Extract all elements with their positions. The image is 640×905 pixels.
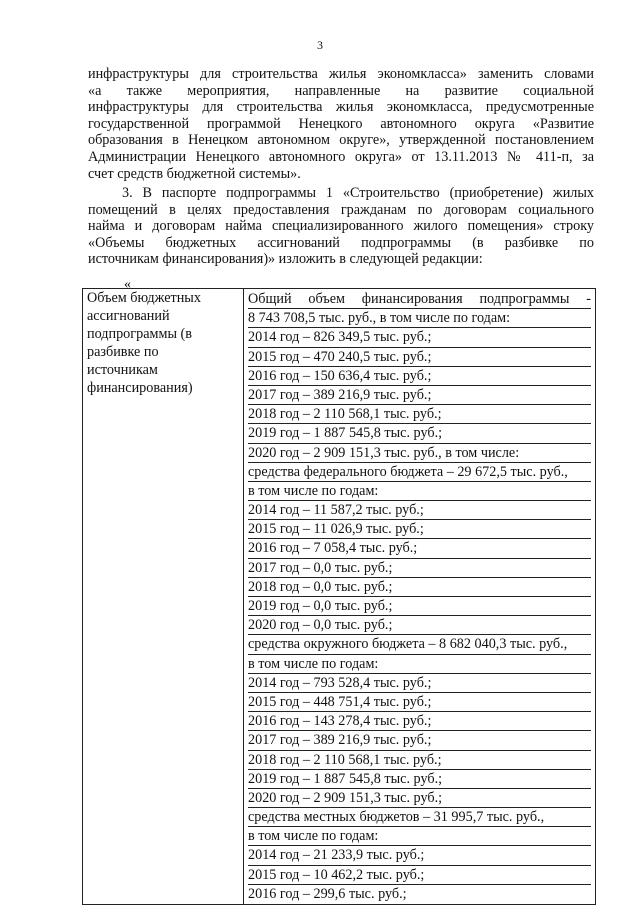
row-label-line: источникам	[87, 361, 158, 378]
funding-line: 2019 год – 1 887 545,8 тыс. руб.;	[248, 424, 591, 443]
row-label-line: подпрограммы (в	[87, 325, 192, 342]
funding-line: 2020 год – 0,0 тыс. руб.;	[248, 616, 591, 635]
funding-line: Общий объем финансирования подпрограммы -	[248, 290, 591, 309]
opening-quote-mark: «	[124, 277, 131, 292]
funding-line: 2019 год – 0,0 тыс. руб.;	[248, 597, 591, 616]
funding-line: 2016 год – 150 636,4 тыс. руб.;	[248, 367, 591, 386]
funding-line: средства местных бюджетов – 31 995,7 тыс. руб.,	[248, 808, 591, 827]
paragraph-line: государственной программой Ненецкого автономного округа «Развитие	[88, 115, 594, 132]
paragraph-line: «Объемы бюджетных ассигнований подпрограммы (в разбивке по	[88, 234, 594, 251]
funding-line: в том числе по годам:	[248, 655, 591, 674]
funding-line: 2016 год – 299,6 тыс. руб.;	[248, 885, 407, 902]
funding-line: 2018 год – 2 110 568,1 тыс. руб.;	[248, 405, 591, 424]
funding-line: 2014 год – 826 349,5 тыс. руб.;	[248, 328, 591, 347]
paragraph-line: инфраструктуры для строительства жилья экономкласса» заменить словами	[88, 66, 594, 82]
row-label-line: разбивке по	[87, 343, 159, 360]
funding-line: 2015 год – 10 462,2 тыс. руб.;	[248, 866, 591, 885]
table-row	[83, 289, 596, 905]
funding-line: 2015 год – 470 240,5 тыс. руб.;	[248, 348, 591, 367]
paragraph-line: образования в Ненецком автономном округе», утвержденной постановлением	[88, 132, 594, 149]
funding-line: 2016 год – 143 278,4 тыс. руб.;	[248, 712, 591, 731]
paragraph-line: источникам финансирования)» изложить в следующей редакции:	[88, 251, 483, 268]
funding-line: 2017 год – 0,0 тыс. руб.;	[248, 559, 591, 578]
row-label-line: ассигнований	[87, 307, 170, 324]
funding-line: 2018 год – 2 110 568,1 тыс. руб.;	[248, 751, 591, 770]
paragraph-line: Администрации Ненецкого автономного округа» от 13.11.2013 № 411-п, за	[88, 148, 594, 165]
paragraph-line: найма и договорам найма специализированного жилого помещения» строку	[88, 218, 594, 235]
paragraph-line: «а также мероприятия, направленные на развитие социальной	[88, 82, 594, 99]
funding-line: 2015 год – 448 751,4 тыс. руб.;	[248, 693, 591, 712]
budget-allocation-table	[82, 288, 596, 905]
funding-line: 2016 год – 7 058,4 тыс. руб.;	[248, 539, 591, 558]
paragraph-line: счет средств бюджетной системы».	[88, 165, 301, 182]
paragraph-line: помещений в целях предоставления гражданам по договорам социального	[88, 201, 594, 218]
funding-line: 2018 год – 0,0 тыс. руб.;	[248, 578, 591, 597]
funding-line: 2020 год – 2 909 151,3 тыс. руб.;	[248, 789, 591, 808]
row-label-cell	[83, 289, 244, 905]
funding-line: 2014 год – 21 233,9 тыс. руб.;	[248, 846, 591, 865]
funding-line: 2017 год – 389 216,9 тыс. руб.;	[248, 731, 591, 750]
funding-line: 2020 год – 2 909 151,3 тыс. руб., в том числе:	[248, 444, 591, 463]
funding-line: 8 743 708,5 тыс. руб., в том числе по годам:	[248, 309, 591, 328]
funding-line: в том числе по годам:	[248, 482, 591, 501]
paragraph-item-3	[88, 185, 594, 268]
page-number: 3	[317, 38, 323, 52]
paragraph-line: 3. В паспорте подпрограммы 1 «Строительство (приобретение) жилых	[122, 185, 594, 201]
funding-line: 2019 год – 1 887 545,8 тыс. руб.;	[248, 770, 591, 789]
funding-line: 2014 год – 793 528,4 тыс. руб.;	[248, 674, 591, 693]
row-label-line: Объем бюджетных	[87, 290, 201, 306]
funding-line: средства окружного бюджета – 8 682 040,3 тыс. руб.,	[248, 635, 591, 654]
funding-line: 2017 год – 389 216,9 тыс. руб.;	[248, 386, 591, 405]
funding-line: в том числе по годам:	[248, 827, 591, 846]
paragraph-line: инфраструктуры для строительства жилья экономкласса, предусмотренные	[88, 99, 594, 116]
row-label-line: финансирования)	[87, 379, 193, 396]
funding-line: 2014 год – 11 587,2 тыс. руб.;	[248, 501, 591, 520]
paragraph-amendment-wording	[88, 66, 594, 182]
funding-line: 2015 год – 11 026,9 тыс. руб.;	[248, 520, 591, 539]
funding-line: средства федерального бюджета – 29 672,5 тыс. руб.,	[248, 463, 591, 482]
funding-details-cell	[244, 289, 596, 905]
